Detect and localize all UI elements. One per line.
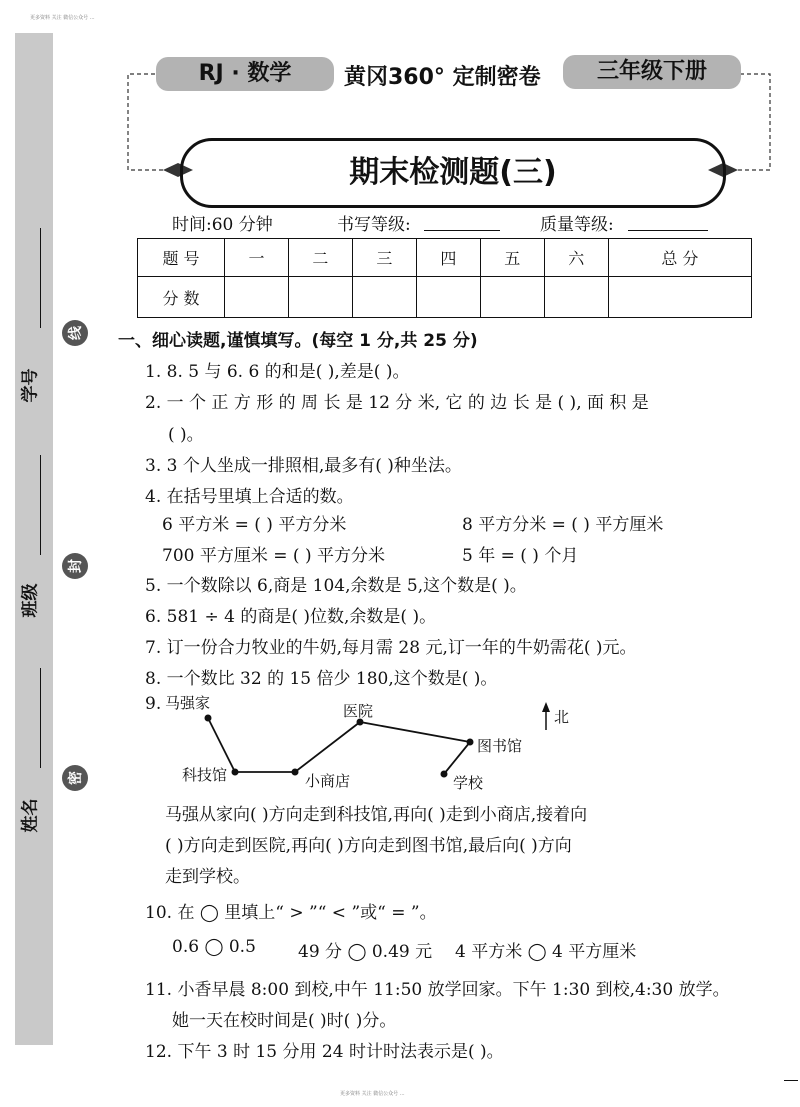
question-4: 4. 在括号里填上合适的数。 xyxy=(145,487,354,507)
header-note: 更多资料 关注 微信公众号 ... xyxy=(30,15,95,21)
class-label: 班级 xyxy=(20,583,41,618)
question-9-text: 走到学校。 xyxy=(165,867,250,887)
question-10-item: 4 平方米 ◯ 4 平方厘米 xyxy=(455,942,637,962)
map-point-shop xyxy=(292,769,299,776)
writing-grade-label: 书写等级: xyxy=(337,215,411,235)
question-12: 12. 下午 3 时 15 分用 24 时计时法表示是( )。 xyxy=(145,1042,504,1062)
map-label-hospital: 医院 xyxy=(343,702,374,720)
map-point-sci xyxy=(232,769,239,776)
name-label: 姓名 xyxy=(20,798,41,833)
question-10-item: 49 分 ◯ 0.49 元 xyxy=(298,942,433,962)
score-cell[interactable] xyxy=(225,277,289,318)
question-9: 9. xyxy=(145,694,162,714)
question-10-item: 0.6 ◯ 0.5 xyxy=(172,937,256,957)
quality-grade-label: 质量等级: xyxy=(540,215,614,235)
question-10: 10. 在 ◯ 里填上“ > ”“ < ”或“ = ”。 xyxy=(145,903,437,923)
question-4-item: 700 平方厘米 = ( ) 平方分米 xyxy=(162,546,385,566)
writing-grade-blank[interactable] xyxy=(424,230,500,231)
table-header-cell: 四 xyxy=(416,239,480,277)
map-label-home: 马强家 xyxy=(165,694,211,712)
table-header-cell: 二 xyxy=(288,239,352,277)
series-name: 黄冈360° 定制密卷 xyxy=(344,65,541,90)
quality-grade-blank[interactable] xyxy=(628,230,708,231)
question-5: 5. 一个数除以 6,商是 104,余数是 5,这个数是( )。 xyxy=(145,576,527,596)
question-11: 11. 小香早晨 8:00 到校,中午 11:50 放学回家。下午 1:30 到校,4:30 放学。 xyxy=(145,980,730,1000)
score-cell[interactable] xyxy=(352,277,416,318)
seal-seal-mark: 封 xyxy=(62,553,88,579)
question-8: 8. 一个数比 32 的 15 倍少 180,这个数是( )。 xyxy=(145,669,498,689)
page-edge-mark xyxy=(784,1080,798,1081)
question-9-text: 马强从家向( )方向走到科技馆,再向( )走到小商店,接着向 xyxy=(165,805,588,825)
score-cell[interactable] xyxy=(416,277,480,318)
table-header-cell: 五 xyxy=(480,239,544,277)
question-4-item: 8 平方分米 = ( ) 平方厘米 xyxy=(462,515,664,535)
map-point-home xyxy=(205,715,212,722)
section-1-heading: 一、细心读题,谨慎填写。(每空 1 分,共 25 分) xyxy=(118,331,478,351)
seal-line-mark: 线 xyxy=(62,320,88,346)
score-table xyxy=(137,238,752,318)
page-title: 期末检测题(三) xyxy=(349,155,557,190)
table-header-cell: 一 xyxy=(225,239,289,277)
question-9-text: ( )方向走到医院,再向( )方向走到图书馆,最后向( )方向 xyxy=(165,836,572,856)
student-number-label: 学号 xyxy=(20,368,41,403)
map-point-school xyxy=(441,771,448,778)
question-2: 2. 一 个 正 方 形 的 周 长 是 12 分 米, 它 的 边 长 是 ( ), 面 积 是 xyxy=(145,393,649,413)
table-row-label: 分 数 xyxy=(138,277,225,318)
name-blank[interactable] xyxy=(40,668,42,768)
table-header-cell: 题 号 xyxy=(138,239,225,277)
map-north-label: 北 xyxy=(554,708,570,726)
question-7: 7. 订一份合力牧业的牛奶,每月需 28 元,订一年的牛奶需花( )元。 xyxy=(145,638,637,658)
map-label-library: 图书馆 xyxy=(477,737,523,755)
map-point-library xyxy=(467,739,474,746)
question-4-item: 5 年 = ( ) 个月 xyxy=(462,546,579,566)
table-header-cell: 六 xyxy=(544,239,608,277)
question-4-item: 6 平方米 = ( ) 平方分米 xyxy=(162,515,347,535)
score-cell[interactable] xyxy=(544,277,608,318)
map-label-shop: 小商店 xyxy=(305,772,351,790)
class-blank[interactable] xyxy=(40,455,42,555)
footer-note: 更多资料 关注 微信公众号 ... xyxy=(340,1091,405,1097)
question-2-cont: ( )。 xyxy=(168,425,204,445)
question-3: 3. 3 个人坐成一排照相,最多有( )种坐法。 xyxy=(145,456,462,476)
subject-badge: RJ · 数学 xyxy=(156,57,334,91)
student-number-blank[interactable] xyxy=(40,228,42,328)
score-cell[interactable] xyxy=(288,277,352,318)
seal-secret-mark: 密 xyxy=(62,765,88,791)
exam-time: 时间:60 分钟 xyxy=(172,215,273,235)
grade-badge: 三年级下册 xyxy=(563,55,741,89)
score-cell[interactable] xyxy=(608,277,751,318)
question-6: 6. 581 ÷ 4 的商是( )位数,余数是( )。 xyxy=(145,607,437,627)
table-header-cell: 总 分 xyxy=(608,239,751,277)
table-header-cell: 三 xyxy=(352,239,416,277)
question-1: 1. 8. 5 与 6. 6 的和是( ),差是( )。 xyxy=(145,362,410,382)
score-cell[interactable] xyxy=(480,277,544,318)
question-11-cont: 她一天在校时间是( )时( )分。 xyxy=(172,1011,397,1031)
map-label-school: 学校 xyxy=(453,774,484,792)
map-label-sci: 科技馆 xyxy=(182,766,228,784)
